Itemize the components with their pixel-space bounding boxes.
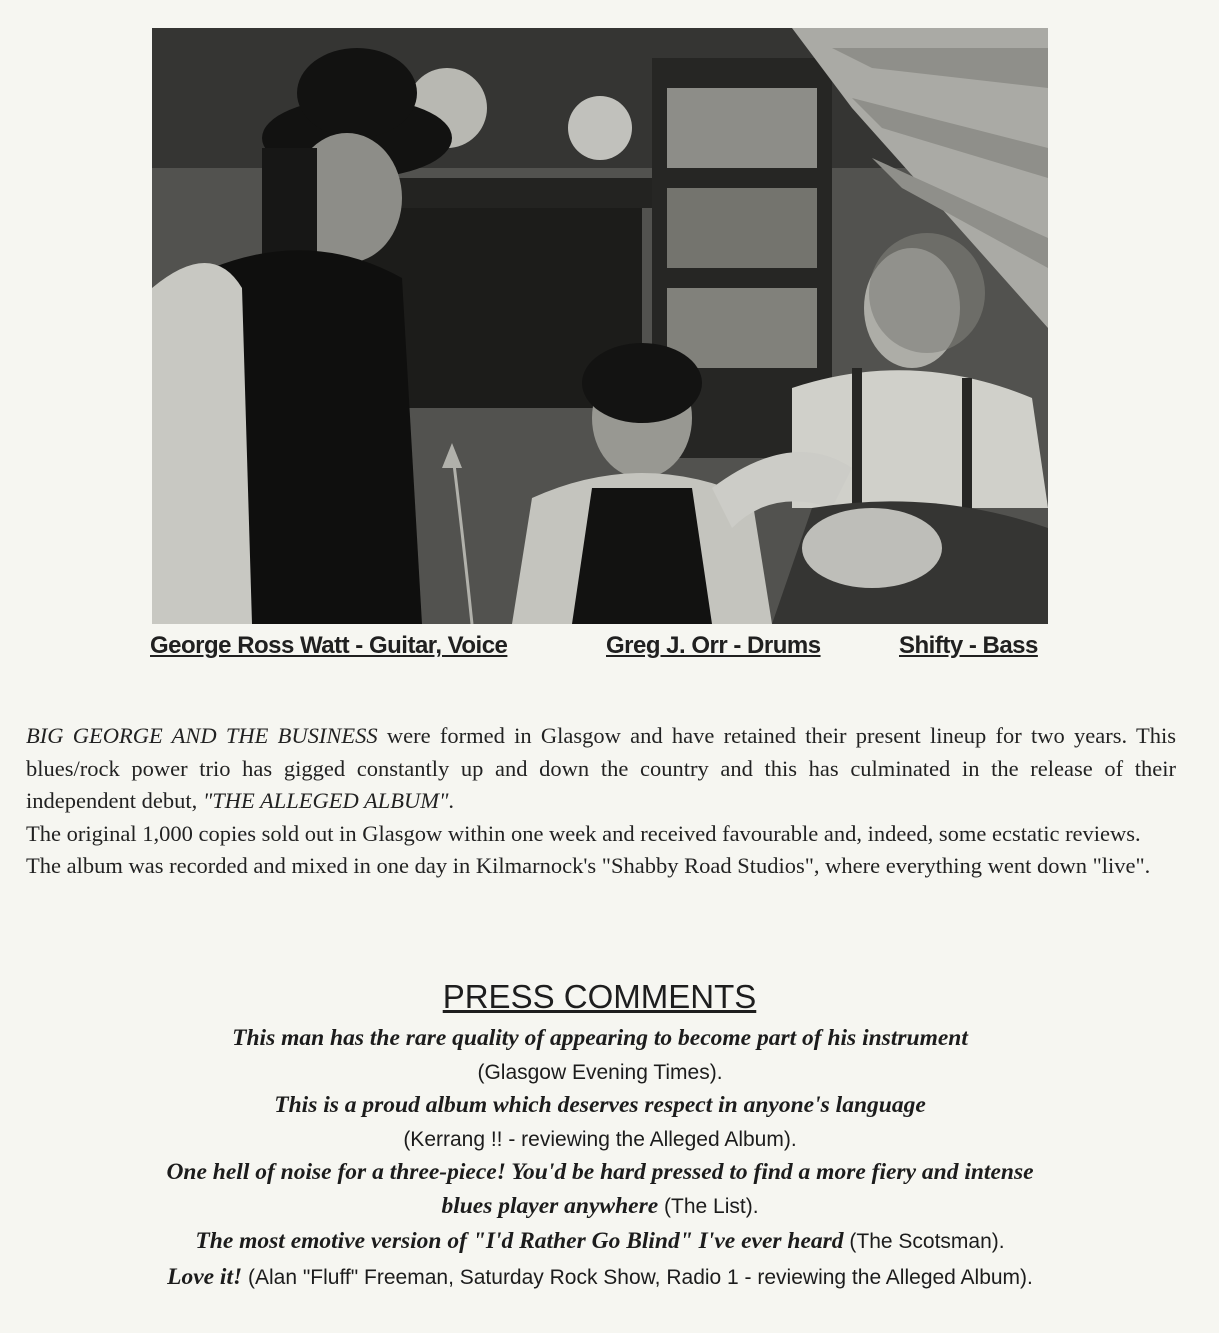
press-quote-3b: blues player anywhere <box>441 1192 659 1219</box>
intro-text-1: were formed in Glasgow and have retained their present lineup for two years. This blues/rock power trio has gigged constantly up and down the country and this has culminated in the release of their independent debut, <box>26 723 1176 813</box>
album-title: "THE ALLEGED ALBUM" <box>202 788 449 813</box>
band-photo-illustration <box>152 28 1048 624</box>
press-comments <box>20 1022 1180 1296</box>
press-source-3: (The List). <box>658 1194 759 1218</box>
intro-text-1-end: . <box>448 788 455 813</box>
band-photo <box>152 28 1048 624</box>
press-source-4: (The Scotsman). <box>843 1230 1005 1253</box>
band-name: BIG GEORGE AND THE BUSINESS <box>26 723 378 748</box>
caption-greg: Greg J. Orr - Drums <box>606 632 821 659</box>
press-quote-2: This is a proud album which deserves respect in anyone's language <box>274 1092 926 1118</box>
band-description <box>26 720 1176 883</box>
press-comments-heading: PRESS COMMENTS <box>442 978 757 1015</box>
press-quote-1: This man has the rare quality of appearing to become part of his instrument <box>232 1025 968 1051</box>
photo-captions <box>0 632 1219 672</box>
press-source-1: (Glasgow Evening Times). <box>477 1060 723 1084</box>
press-source-5: (Alan "Fluff" Freeman, Saturday Rock Show, Radio 1 - reviewing the Alleged Album). <box>242 1265 1033 1289</box>
caption-george: George Ross Watt - Guitar, Voice <box>150 632 508 659</box>
intro-paragraph-2: The original 1,000 copies sold out in Glasgow within one week and received favourable and, indeed, some ecstatic reviews. <box>26 820 1141 846</box>
press-quote-4: The most emotive version of "I'd Rather Go Blind" I've ever heard <box>195 1228 844 1254</box>
press-quote-3a: One hell of noise for a three-piece! You'd be hard pressed to find a more fiery and intense <box>166 1159 1034 1185</box>
intro-paragraph-1 <box>26 720 1176 818</box>
intro-paragraph-3: The album was recorded and mixed in one day in Kilmarnock's "Shabby Road Studios", where everything went down "live". <box>26 853 1151 878</box>
press-quote-5: Love it! <box>167 1263 243 1290</box>
press-source-2: (Kerrang !! - reviewing the Alleged Album). <box>403 1127 797 1151</box>
caption-shifty: Shifty - Bass <box>899 632 1038 659</box>
